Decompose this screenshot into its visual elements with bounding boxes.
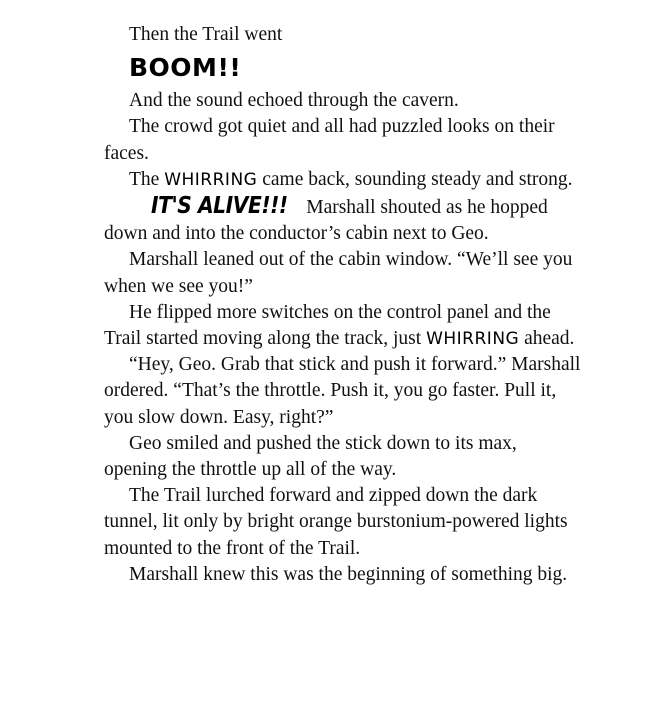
paragraph-2: And the sound echoed through the cavern. <box>129 90 459 112</box>
book-page <box>104 22 584 588</box>
paragraph-10: The Trail lurched forward and zipped down the dark tunnel, lit only by bright orange burstonium-powered lights mounted to the front of the Trail. <box>104 485 568 559</box>
paragraph-4 <box>104 167 584 193</box>
its-alive-shout: IT'S ALIVE!!! <box>151 193 288 220</box>
paragraph-1: Then the Trail went <box>129 24 283 45</box>
paragraph-5-rest: Marshall shouted as he hopped down and into the conductor’s cabin next to Geo. <box>104 197 548 245</box>
boom-sound-effect: BOOM!! <box>129 53 242 83</box>
paragraph-6: Marshall leaned out of the cabin window. “We’ll see you when we see you!” <box>104 249 573 297</box>
whirring-sound-effect-2: WHIRRING <box>426 329 520 350</box>
paragraph-3: The crowd got quiet and all had puzzled looks on their faces. <box>104 116 555 164</box>
paragraph-7 <box>104 300 584 352</box>
paragraph-5 <box>104 193 584 247</box>
paragraph-4-start: The <box>129 168 165 190</box>
paragraph-8: “Hey, Geo. Grab that stick and push it forward.” Marshall ordered. “That’s the throttle. Push it, you go faster. Pull it, you slow down. Easy, right?” <box>104 354 581 428</box>
paragraph-7-text: He flipped more switches on the control panel and the Trail started moving along the track, just <box>104 301 551 350</box>
paragraph-11: Marshall knew this was the beginning of something big. <box>129 563 568 585</box>
paragraph-9: Geo smiled and pushed the stick down to its max, opening the throttle up all of the way. <box>104 432 517 481</box>
whirring-sound-effect: WHIRRING <box>164 169 258 190</box>
paragraph-4-rest: came back, sounding steady and strong. <box>257 168 573 190</box>
paragraph-7-end: ahead. <box>519 328 575 350</box>
